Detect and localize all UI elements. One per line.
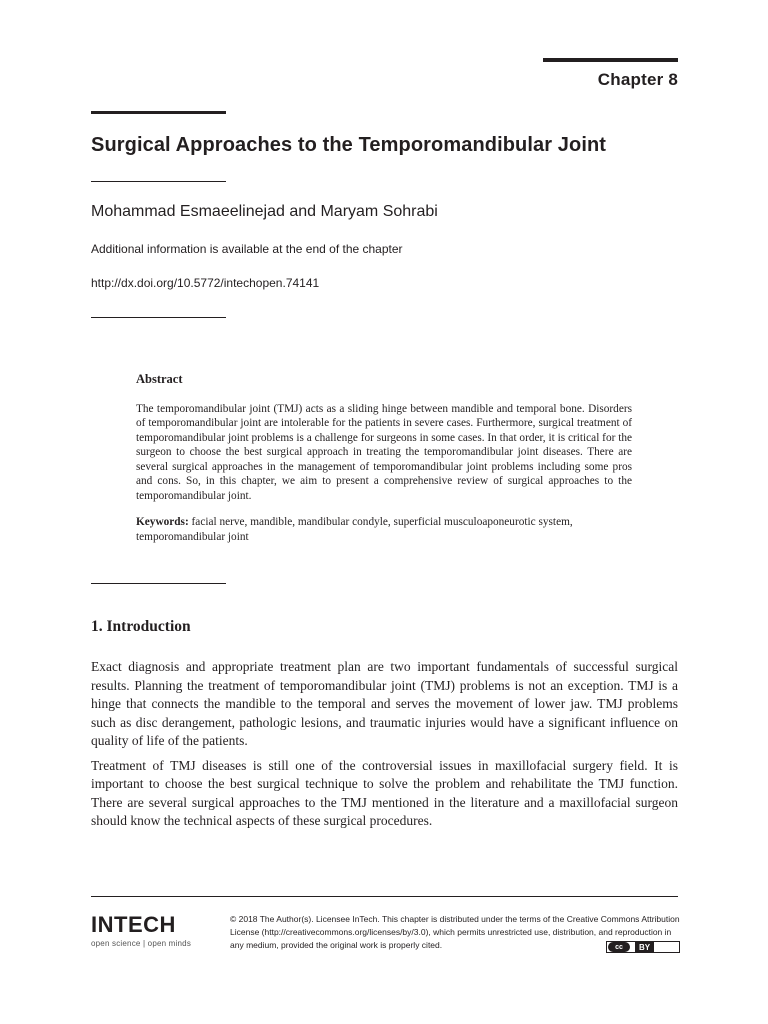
logo-tagline: open science | open minds [91, 939, 192, 948]
title-divider [91, 181, 226, 182]
cc-by-label: BY [635, 942, 654, 952]
keywords [136, 515, 632, 544]
abstract-text: The temporomandibular joint (TMJ) acts as a sliding hinge between mandible and temporal bone. Disorders of temporomandibular joint are intolerable for the patients in severe cases. Furthermore, surgical treatment of temporomandibular joint problems is a challenge for surgeons in some cases. In that order, it is critical for the surgeon to choose the best surgical approach in treating the temporomandibular joint diseases. There are several surgical approaches in the management of temporomandibular joint problems including some pros and cons. So, in this chapter, we aim to present a comprehensive review of surgical approaches to the temporomandibular joint. [136, 402, 632, 502]
introduction-body [91, 658, 678, 837]
chapter-title: Surgical Approaches to the Temporomandibular Joint [91, 134, 607, 156]
chapter-label: Chapter 8 [597, 70, 678, 89]
footer-rule [91, 896, 678, 897]
doi-link[interactable]: http://dx.doi.org/10.5772/intechopen.74141 [91, 276, 320, 290]
license-text: © 2018 The Author(s). Licensee InTech. This chapter is distributed under the terms of the Creative Commons Attribution License (http://creativecommons.org/licenses/by/3.0), which permits unrestricted use, distribution, and reproduction in any medium, provided the original work is properly cited. [230, 914, 680, 950]
header-divider [91, 317, 226, 318]
keywords-text: facial nerve, mandible, mandibular condyle, superficial musculoaponeurotic system, temporomandibular joint [136, 516, 573, 543]
introduction-paragraph: Treatment of TMJ diseases is still one of the controversial issues in maxillofacial surgery field. It is important to choose the best surgical technique to solve the problem and rehabilitate the TMJ function. There are several surgical approaches to the TMJ mentioned in the literature and a maxillofacial surgeon should know the technical aspects of these surgical procedures. [91, 757, 678, 828]
authors: Mohammad Esmaeelinejad and Maryam Sohrabi [91, 203, 438, 220]
cc-icon: cc [608, 942, 630, 952]
publisher-logo [91, 912, 191, 948]
additional-info: Additional information is available at the end of the chapter [91, 242, 403, 256]
section-heading-introduction: 1. Introduction [91, 618, 191, 635]
logo-wordmark: INTECH [91, 912, 176, 937]
cc-license-badge[interactable] [606, 941, 680, 953]
keywords-label: Keywords: [136, 516, 189, 528]
abstract-block [136, 372, 632, 544]
title-rule [91, 111, 226, 114]
abstract-divider [91, 583, 226, 584]
introduction-paragraph: Exact diagnosis and appropriate treatment plan are two important fundamentals of successful surgical results. Planning the treatment of temporomandibular joint (TMJ) problems is not an exception. TMJ is a hinge that connects the mandible to the temporal and serves the movement of lower jaw. TMJ problems such as disc derangement, pathologic lesions, and traumatic injuries would have a significant influence on quality of life of the patients. [91, 659, 678, 748]
abstract-heading: Abstract [136, 372, 183, 386]
chapter-rule [543, 58, 678, 62]
